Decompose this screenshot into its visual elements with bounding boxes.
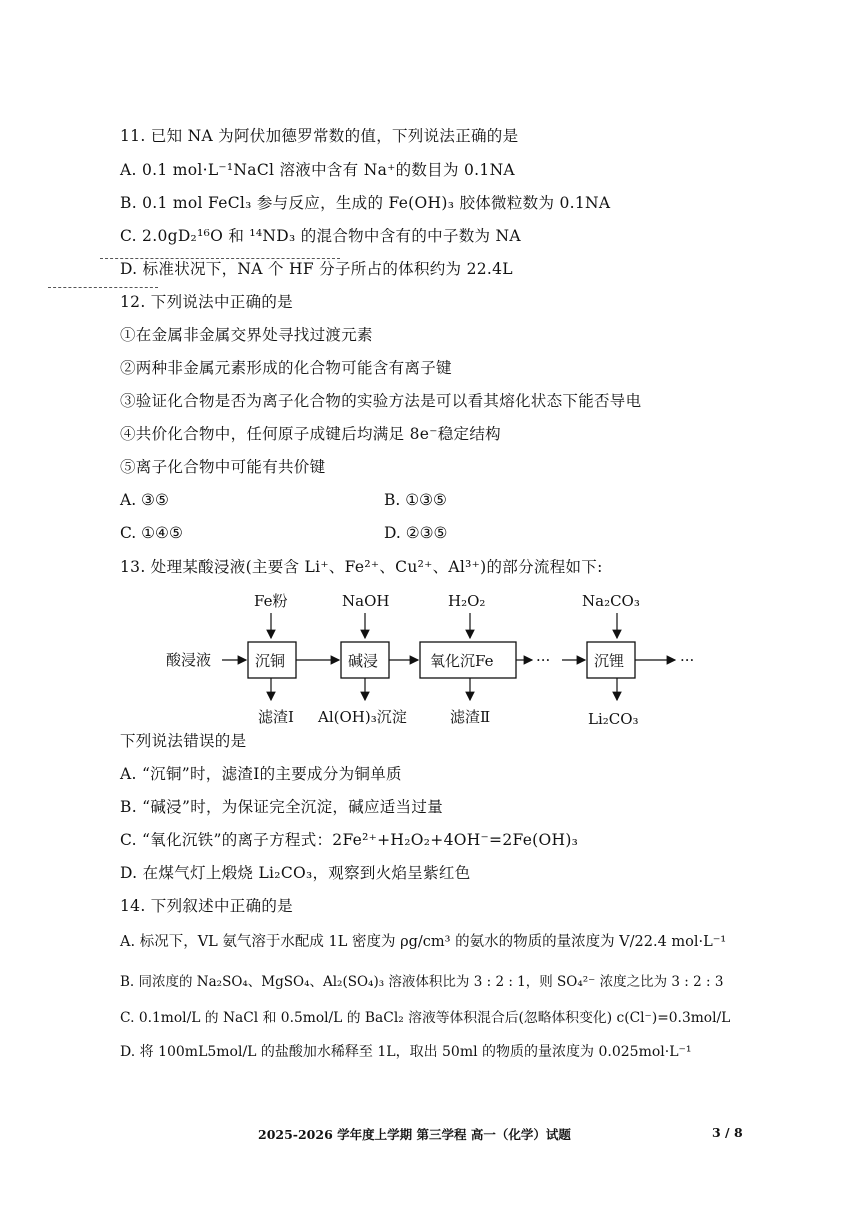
- q14-option-b: B. 同浓度的 Na₂SO₄、MgSO₄、Al₂(SO₄)₃ 溶液体积比为 3 : 2 : 1，则 SO₄²⁻ 浓度之比为 3 : 2 : 3: [120, 974, 724, 990]
- reagent-na2co3: Na₂CO₃: [582, 592, 640, 610]
- q11-option-c: C. 2.0gD₂¹⁶O 和 ¹⁴ND₃ 的混合物中含有的中子数为 NA: [120, 227, 521, 245]
- product-residue-1: 滤渣Ⅰ: [258, 708, 294, 726]
- stray-dash-line: [48, 287, 158, 288]
- box-chen-li-label: 沉锂: [594, 652, 625, 670]
- reagent-naoh: NaOH: [342, 592, 390, 610]
- q13-option-b: B. “碱浸”时，为保证完全沉淀，碱应适当过量: [120, 798, 443, 816]
- flow-start-label: 酸浸液: [166, 651, 212, 669]
- process-flow-diagram: [150, 582, 730, 732]
- q11-option-a: A. 0.1 mol·L⁻¹NaCl 溶液中含有 Na⁺的数目为 0.1NA: [120, 161, 515, 179]
- q12-option-d: D. ②③⑤: [384, 524, 448, 542]
- q12-option-c: C. ①④⑤: [120, 524, 183, 542]
- q12-statement-4: ④共价化合物中，任何原子成键后均满足 8e⁻稳定结构: [120, 425, 501, 443]
- q12-statement-1: ①在金属非金属交界处寻找过渡元素: [120, 326, 373, 344]
- q12-option-b: B. ①③⑤: [384, 491, 447, 509]
- flow-ellipsis: ···: [536, 651, 551, 669]
- q12-statement-2: ②两种非金属元素形成的化合物可能含有离子键: [120, 359, 452, 377]
- reagent-h2o2: H₂O₂: [448, 592, 486, 610]
- stray-dash-line: [100, 258, 340, 259]
- q13-option-d: D. 在煤气灯上煅烧 Li₂CO₃，观察到火焰呈紫红色: [120, 864, 471, 882]
- q14-option-d: D. 将 100mL5mol/L 的盐酸加水稀释至 1L，取出 50ml 的物质的量浓度为 0.025mol·L⁻¹: [120, 1044, 692, 1060]
- product-li2co3: Li₂CO₃: [588, 710, 639, 728]
- product-residue-2: 滤渣Ⅱ: [450, 708, 491, 726]
- q13-stem: 13. 处理某酸浸液(主要含 Li⁺、Fe²⁺、Cu²⁺、Al³⁺)的部分流程如下:: [120, 558, 603, 576]
- q14-option-a: A. 标况下，VL 氨气溶于水配成 1L 密度为 ρg/cm³ 的氨水的物质的量浓度为 V/22.4 mol·L⁻¹: [120, 934, 727, 950]
- footer-exam-title: 2025-2026 学年度上学期 第三学程 高一（化学）试题: [258, 1127, 571, 1142]
- q11-stem: 11. 已知 NA 为阿伏加德罗常数的值，下列说法正确的是: [120, 127, 519, 145]
- product-aloh3: Al(OH)₃沉淀: [318, 708, 407, 726]
- box-jian-jin-label: 碱浸: [348, 652, 379, 670]
- q13-option-a: A. “沉铜”时，滤渣Ⅰ的主要成分为铜单质: [120, 765, 402, 783]
- box-chen-tong-label: 沉铜: [255, 652, 286, 670]
- q12-statement-5: ⑤离子化合物中可能有共价键: [120, 458, 326, 476]
- box-oxidize-fe-label: 氧化沉Fe: [430, 652, 494, 670]
- flow-end-ellipsis: ···: [680, 651, 695, 669]
- q13-ask: 下列说法错误的是: [120, 732, 247, 750]
- footer-page-number: 3 / 8: [712, 1125, 743, 1140]
- reagent-fe-powder: Fe粉: [254, 592, 288, 610]
- q11-option-d: D. 标准状况下，NA 个 HF 分子所占的体积约为 22.4L: [120, 260, 513, 278]
- q12-statement-3: ③验证化合物是否为离子化合物的实验方法是可以看其熔化状态下能否导电: [120, 392, 642, 410]
- q14-option-c: C. 0.1mol/L 的 NaCl 和 0.5mol/L 的 BaCl₂ 溶液等体积混合后(忽略体积变化) c(Cl⁻)=0.3mol/L: [120, 1010, 731, 1026]
- q14-stem: 14. 下列叙述中正确的是: [120, 897, 293, 915]
- q13-option-c: C. “氧化沉铁”的离子方程式：2Fe²⁺+H₂O₂+4OH⁻=2Fe(OH)₃: [120, 831, 579, 849]
- q11-option-b: B. 0.1 mol FeCl₃ 参与反应，生成的 Fe(OH)₃ 胶体微粒数为 0.1NA: [120, 194, 611, 212]
- q12-stem: 12. 下列说法中正确的是: [120, 293, 293, 311]
- q12-option-a: A. ③⑤: [120, 491, 169, 509]
